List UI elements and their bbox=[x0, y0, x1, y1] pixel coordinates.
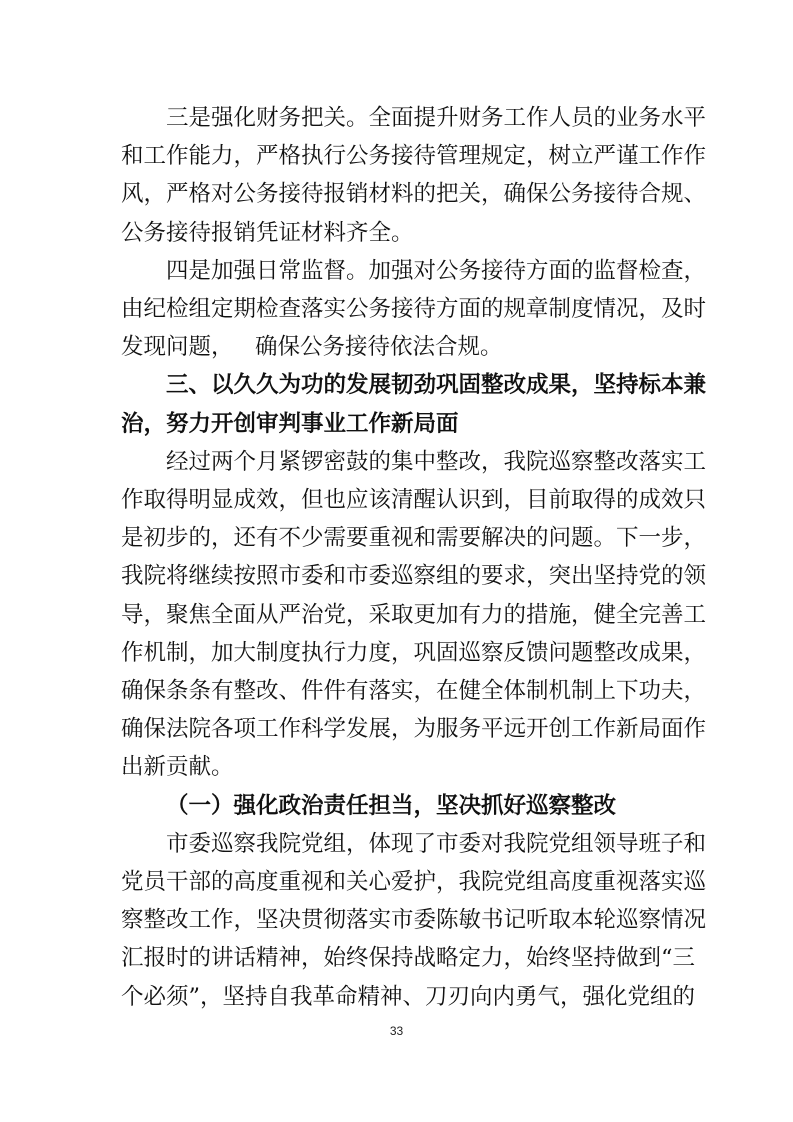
paragraph-5-line-1: 经过两个月紧锣密鼓的集中整改，我院巡察整改落实工 bbox=[166, 448, 707, 475]
paragraph-3-line-1: 三是强化财务把关。全面提升财务工作人员的业务水平 bbox=[166, 105, 707, 131]
section-heading-line-2: 治，努力开创审判事业工作新局面 bbox=[121, 410, 459, 437]
paragraph-5-line-9: 出新贡献。 bbox=[121, 754, 234, 781]
subsection-heading: （一）强化政治责任担当，坚决抓好巡察整改 bbox=[166, 792, 617, 819]
paragraph-5-line-2: 作取得明显成效，但也应该清醒认识到，目前取得的成效只 bbox=[121, 487, 707, 513]
paragraph-3-line-2: 和工作能力，严格执行公务接待管理规定，树立严谨工作作 bbox=[121, 143, 707, 170]
paragraph-5-line-5: 导，聚焦全面从严治党，采取更加有力的措施，健全完善工 bbox=[121, 601, 707, 628]
paragraph-5-line-3: 是初步的，还有不少需要重视和需要解决的问题。下一步， bbox=[121, 525, 707, 552]
paragraph-5-line-4: 我院将继续按照市委和市委巡察组的要求，突出坚持党的领 bbox=[121, 563, 707, 590]
paragraph-4-line-3: 发现问题， 确保公务接待依法合规。 bbox=[121, 334, 503, 361]
paragraph-4-line-2: 由纪检组定期检查落实公务接待方面的规章制度情况，及时 bbox=[121, 296, 707, 322]
paragraph-5-line-8: 确保法院各项工作科学发展，为服务平远开创工作新局面作 bbox=[121, 716, 707, 743]
paragraph-6-line-1: 市委巡察我院党组，体现了市委对我院党组领导班子和 bbox=[166, 830, 707, 857]
paragraph-3-line-3: 风，严格对公务接待报销材料的把关，确保公务接待合规、 bbox=[121, 181, 707, 208]
paragraph-6-line-3: 察整改工作，坚决贯彻落实市委陈敏书记听取本轮巡察情况 bbox=[121, 907, 707, 934]
section-heading-line-1: 三、以久久为功的发展韧劲巩固整改成果，坚持标本兼 bbox=[166, 372, 707, 399]
paragraph-4-line-1: 四是加强日常监督。加强对公务接待方面的监督检查， bbox=[166, 257, 707, 284]
paragraph-3-line-4: 公务接待报销凭证材料齐全。 bbox=[121, 219, 414, 246]
paragraph-5-line-7: 确保条条有整改、件件有落实，在健全体制机制上下功夫， bbox=[121, 678, 707, 704]
paragraph-6-line-2: 党员干部的高度重视和关心爱护，我院党组高度重视落实巡 bbox=[121, 869, 707, 895]
paragraph-5-line-6: 作机制，加大制度执行力度，巩固巡察反馈问题整改成果， bbox=[121, 639, 707, 666]
page-number: 33 bbox=[389, 1024, 404, 1038]
paragraph-6-line-4: 汇报时的讲话精神，始终保持战略定力，始终坚持做到“三 bbox=[121, 945, 696, 972]
paragraph-6-line-5: 个必须”，坚持自我革命精神、刀刃向内勇气，强化党组的 bbox=[121, 983, 696, 1010]
